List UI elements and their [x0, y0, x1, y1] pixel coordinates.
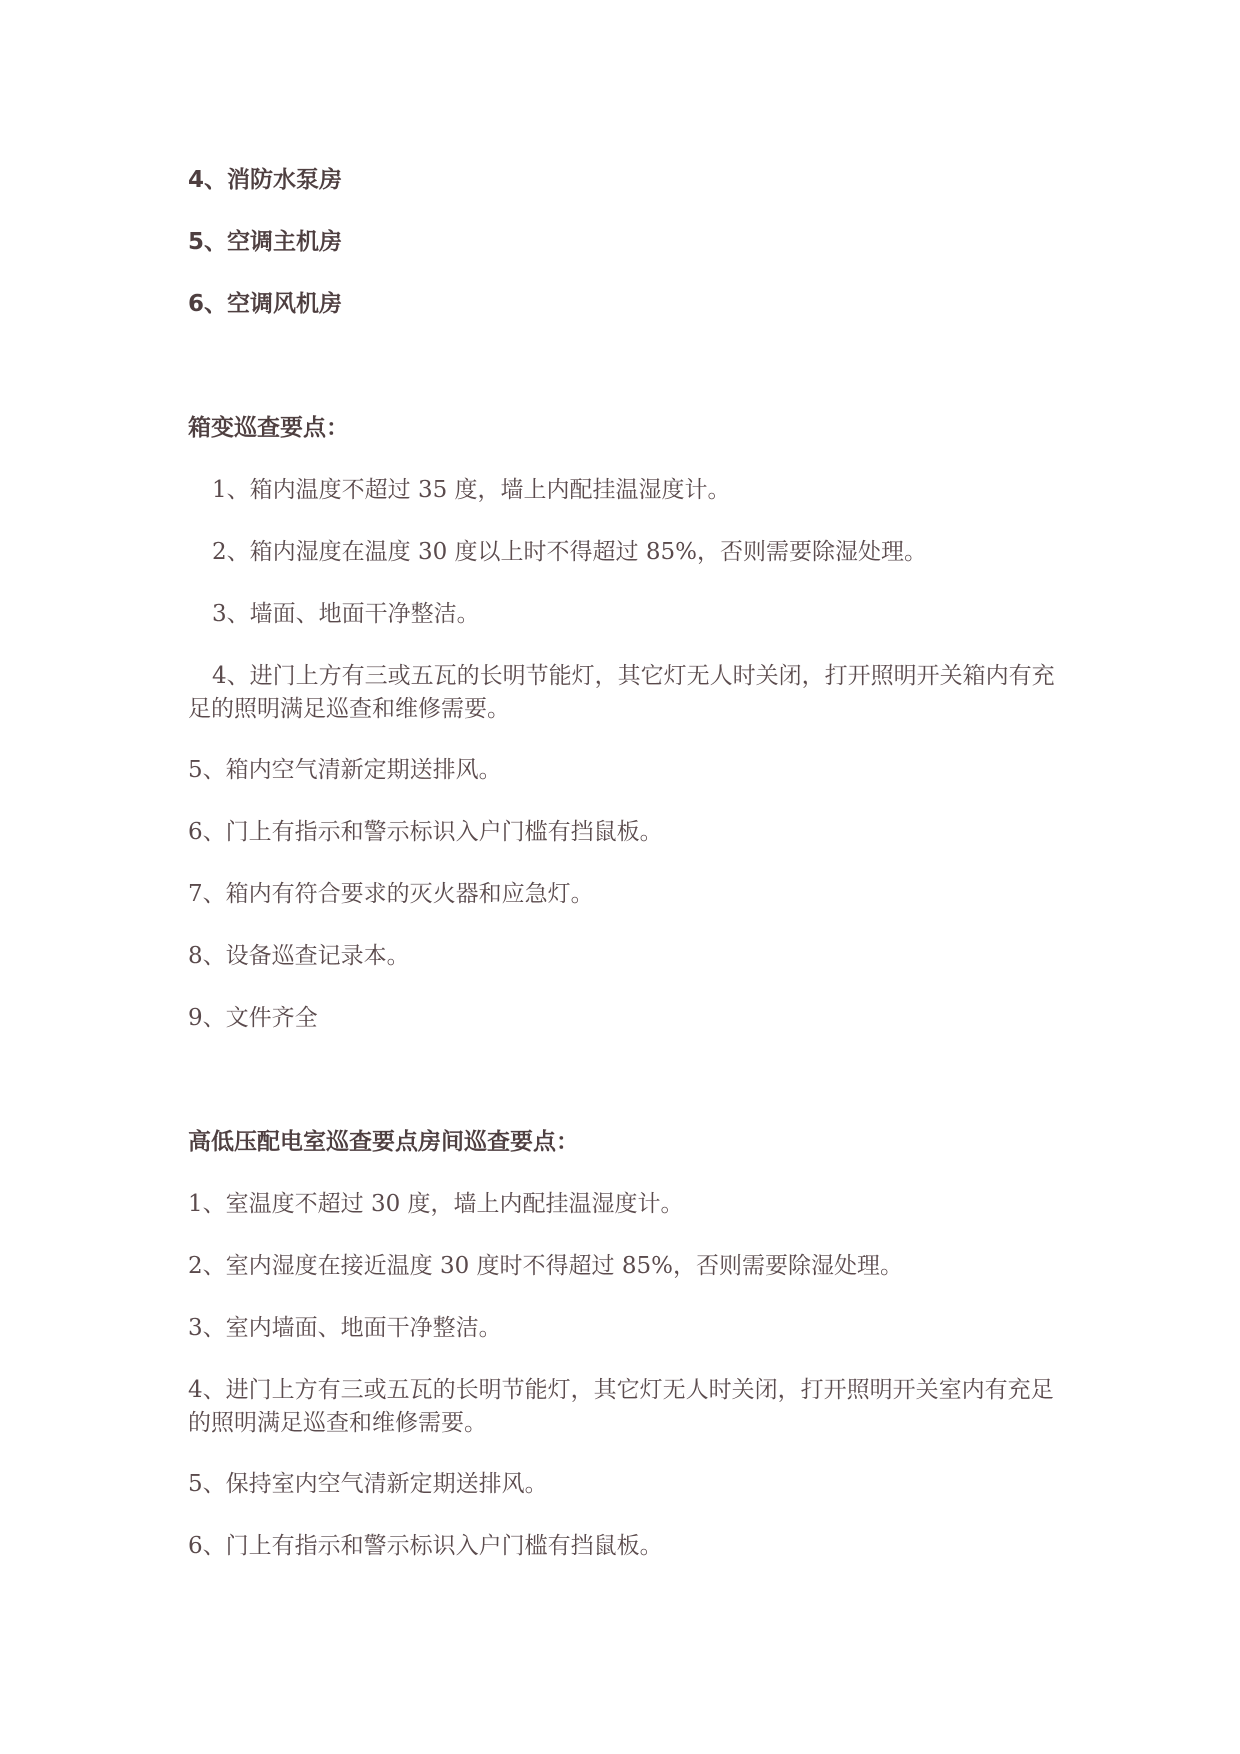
list-item: 2、箱内湿度在温度 30 度以上时不得超过 85%，否则需要除湿处理。	[212, 539, 927, 565]
list-item: 8、设备巡查记录本。	[188, 943, 410, 969]
list-item: 2、室内湿度在接近温度 30 度时不得超过 85%，否则需要除湿处理。	[188, 1253, 903, 1279]
room-item: 4、消防水泵房	[188, 167, 343, 193]
list-item: 6、门上有指示和警示标识入户门槛有挡鼠板。	[188, 819, 663, 845]
room-item: 6、空调风机房	[188, 291, 343, 317]
room-item: 5、空调主机房	[188, 229, 343, 255]
list-item: 7、箱内有符合要求的灭火器和应急灯。	[188, 881, 594, 907]
list-item: 9、文件齐全	[188, 1005, 318, 1031]
section-heading-box: 箱变巡查要点：	[188, 415, 349, 441]
section-heading-hv: 高低压配电室巡查要点房间巡查要点：	[188, 1129, 579, 1155]
list-item: 1、室温度不超过 30 度，墙上内配挂温湿度计。	[188, 1191, 684, 1217]
list-item: 4、进门上方有三或五瓦的长明节能灯，其它灯无人时关闭，打开照明开关室内有充足的照明满足巡查和维修需要。	[188, 1377, 1054, 1436]
list-item: 4、进门上方有三或五瓦的长明节能灯，其它灯无人时关闭，打开照明开关箱内有充足的照明满足巡查和维修需要。	[188, 663, 1055, 722]
list-item: 6、门上有指示和警示标识入户门槛有挡鼠板。	[188, 1533, 663, 1559]
list-item: 3、室内墙面、地面干净整洁。	[188, 1315, 502, 1341]
list-item: 1、箱内温度不超过 35 度，墙上内配挂温湿度计。	[212, 477, 731, 503]
list-item: 5、箱内空气清新定期送排风。	[188, 757, 502, 783]
list-item: 3、墙面、地面干净整洁。	[212, 601, 480, 627]
list-item: 5、保持室内空气清新定期送排风。	[188, 1471, 548, 1497]
